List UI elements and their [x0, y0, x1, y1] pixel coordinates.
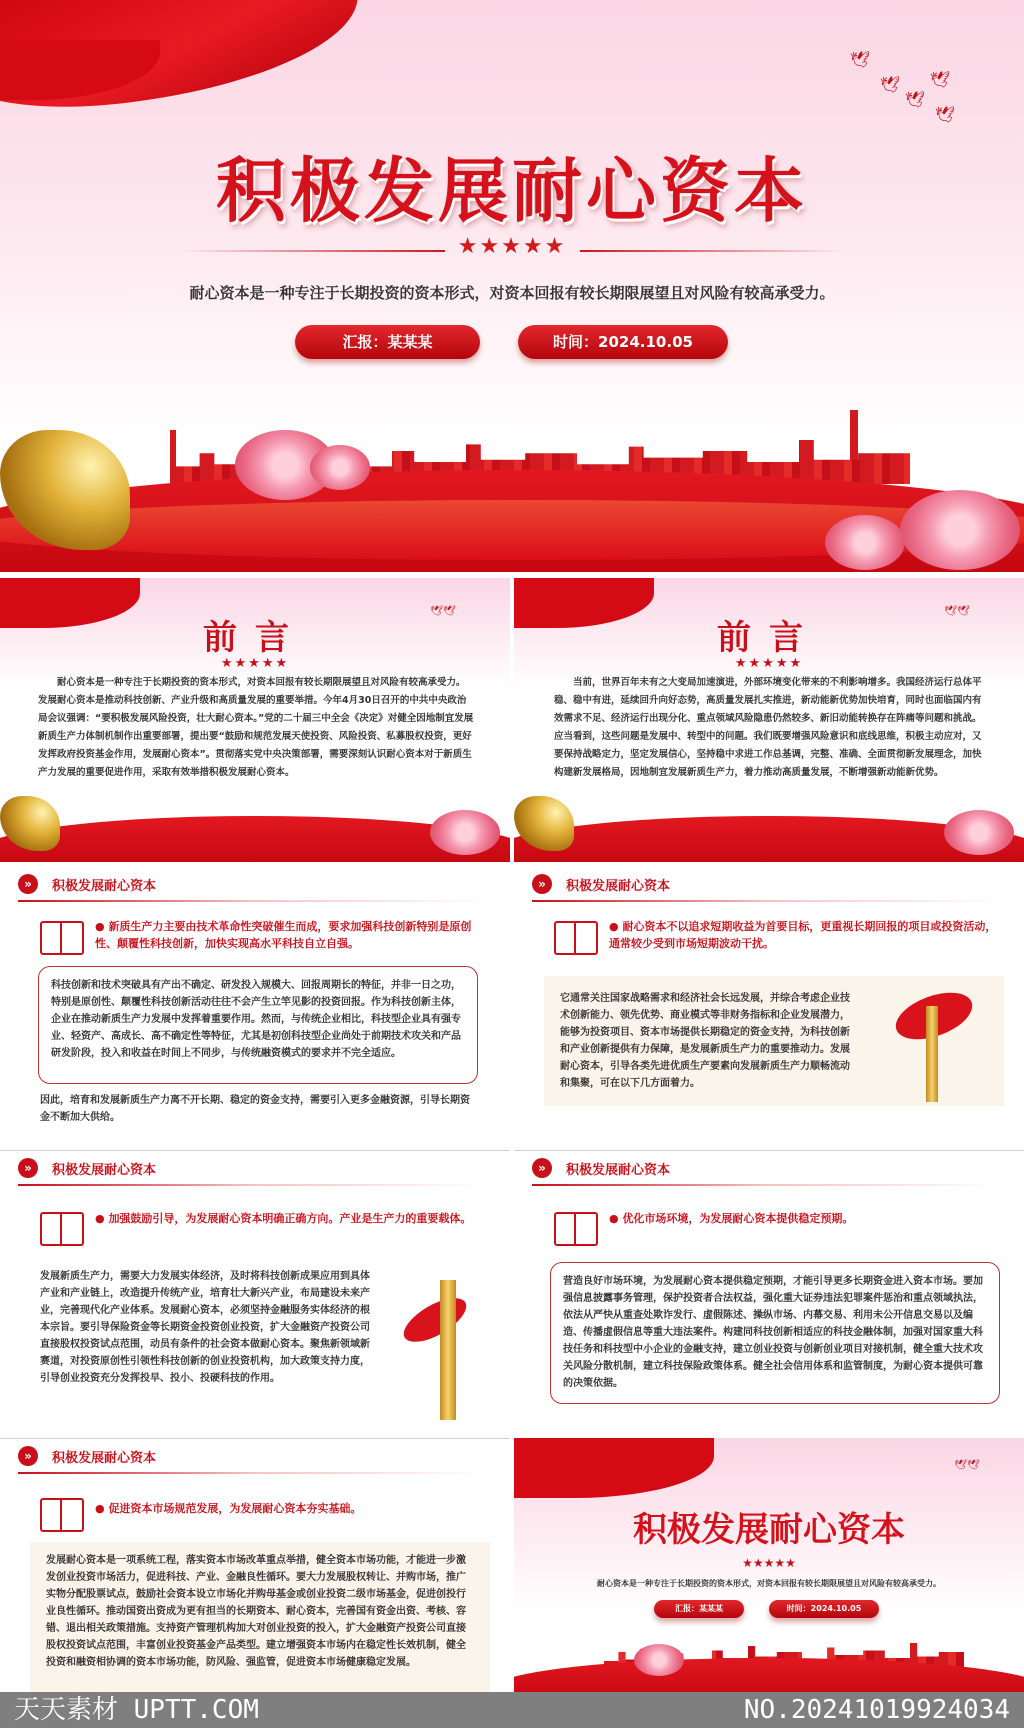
key-point-text: 促进资本市场规范发展，为发展耐心资本夯实基础。: [108, 1502, 362, 1515]
watermark-site: 天天素材 UPTT.COM: [14, 1695, 259, 1725]
open-book-icon: [554, 921, 598, 955]
section-heading: 积极发展耐心资本: [52, 1451, 157, 1466]
key-point: [95, 918, 480, 952]
open-book-icon: [40, 921, 84, 955]
section-underline: [18, 900, 488, 902]
content-slide-7: [0, 1438, 510, 1692]
bullet-dot: ●: [95, 1212, 109, 1225]
content-slide-5: [0, 1150, 510, 1435]
chevron-icon: »: [18, 1158, 38, 1178]
section-heading: 积极发展耐心资本: [566, 1163, 671, 1178]
watermark-number: NO.20241019924034: [743, 1695, 1010, 1725]
peony-flower: [634, 1644, 684, 1676]
reporter-badge: 汇报：某某某: [654, 1600, 744, 1618]
huabiao-pillar: [926, 1006, 938, 1102]
slide-divider: [0, 1438, 510, 1439]
peony-flower: [900, 490, 1020, 570]
slide-divider: [514, 1150, 1024, 1151]
content-text: 它通常关注国家战略需求和经济社会长远发展，并综合考虑企业技术创新能力、领先优势、商业模式等非财务指标和企业发展潜力，能够为投资项目、资本市场提供长期稳定的资金支持，为科技创新和产业创新提供有力保障，是发展新质生产力的重要推动力。发展耐心资本，引导各类先进优质生产要素向发展新质生产力顺畅流动和集聚，可在以下几方面着力。: [560, 993, 850, 1089]
bullet-dot: ●: [95, 1502, 109, 1515]
birds-icon: 🕊🕊: [430, 606, 456, 617]
huabiao-pillar: [440, 1280, 456, 1420]
section-heading: 积极发展耐心资本: [566, 879, 671, 894]
star-row: ★★★★★: [457, 234, 567, 259]
title-divider-right: [580, 250, 845, 252]
star-row: ★★★★★: [742, 1556, 796, 1570]
birds-icon: 🕊: [930, 70, 951, 89]
content-slide-3: [0, 866, 510, 1151]
key-point-text: 优化市场环境，为发展耐心资本提供稳定预期。: [622, 1212, 854, 1225]
birds-icon: 🕊: [905, 90, 926, 109]
peony-flower: [825, 515, 905, 570]
key-point: [609, 1210, 994, 1227]
date-badge: 时间：2024.10.05: [769, 1600, 879, 1618]
chevron-icon: »: [532, 874, 552, 894]
star-row: ★★★★★: [220, 656, 290, 671]
birds-icon: 🕊: [880, 75, 901, 94]
key-point: [95, 1210, 480, 1227]
red-flag-decoration: [514, 1438, 714, 1498]
section-underline: [18, 1184, 488, 1186]
preface-slide-right: [514, 578, 1024, 862]
closing-subtitle: 耐心资本是一种专注于长期投资的资本形式，对资本回报有较长期限展望且对风险有较高承受力。: [597, 1579, 941, 1588]
closing-title: 积极发展耐心资本: [633, 1510, 905, 1550]
section-underline: [532, 900, 1002, 902]
bullet-dot: ●: [95, 920, 109, 933]
preface-slide-left: [0, 578, 510, 862]
open-book-icon: [40, 1498, 84, 1532]
key-point-text: 加强鼓励引导，为发展耐心资本明确正确方向。产业是生产力的重要载体。: [108, 1212, 472, 1225]
open-book-icon: [554, 1212, 598, 1246]
bullet-dot: ●: [609, 1212, 623, 1225]
section-heading: 积极发展耐心资本: [52, 1163, 157, 1178]
title-divider-left: [180, 250, 445, 252]
slide-divider: [0, 1150, 510, 1151]
open-book-icon: [40, 1212, 84, 1246]
key-point: [95, 1500, 480, 1517]
date-badge: 时间：2024.10.05: [518, 325, 728, 359]
preface-title: 前言: [203, 618, 307, 658]
cover-slide: [0, 0, 1024, 572]
key-point-text: 耐心资本不以追求短期收益为首要目标，更重视长期回报的项目或投资活动，通常较少受到市场短期波动干扰。: [609, 920, 997, 950]
peony-flower: [430, 810, 500, 855]
birds-icon: 🕊: [935, 105, 956, 124]
chevron-icon: »: [532, 1158, 552, 1178]
peony-flower: [944, 810, 1014, 855]
star-row: ★★★★★: [734, 656, 804, 671]
section-underline: [532, 1184, 1002, 1186]
conclusion-text: 因此，培育和发展新质生产力离不开长期、稳定的资金支持，需要引入更多金融资源，引导长期资金不断加大供给。: [40, 1095, 470, 1123]
cover-subtitle: 耐心资本是一种专注于长期投资的资本形式，对资本回报有较长期限展望且对风险有较高承受力。: [189, 284, 835, 302]
reporter-badge: 汇报：某某某: [295, 325, 480, 359]
preface-body: 当前，世界百年未有之大变局加速演进，外部环境变化带来的不利影响增多。我国经济运行总体平稳、稳中有进，延续回升向好态势，高质量发展扎实推进，新动能新优势加快培育，同时也面临国内有效需求不足、经济运行出现分化、重点领域风险隐患仍然较多、新旧动能转换存在阵痛等问题和挑战。应当看到，这些问题是发展中、转型中的问题。我们既要增强风险意识和底线思维，积极主动应对，又要保持战略定力，坚定发展信心，坚持稳中求进工作总基调，完整、准确、全面贯彻新发展理念，加快构建新发展格局，因地制宜发展新质生产力，着力推动高质量发展，不断增强新动能新优势。: [554, 677, 982, 778]
cover-title: 积极发展耐心资本: [216, 150, 808, 232]
red-sash: [397, 1290, 473, 1351]
preface-body: 耐心资本是一种专注于长期投资的资本形式，对资本回报有较长期限展望且对风险有较高承受力。发展耐心资本是推动科技创新、产业升级和高质量发展的重要举措。今年4月30日召开的中共中央政治局会议强调：“要积极发展风险投资，壮大耐心资本。”党的二十届三中全会《决定》对健全因地制宜发展新质生产力体制机制作出重要部署，提出要“鼓励和规范发展天使投资、风险投资、私募股权投资，更好发挥政府投资基金作用，发展耐心资本”。贯彻落实党中央决策部署，需要深刻认识耐心资本对于新质生产力发展的重要促进作用，采取有效举措积极发展耐心资本。: [38, 677, 474, 778]
peony-flower: [310, 445, 370, 490]
watermark-bar: [0, 1692, 1024, 1728]
content-slide-6: [514, 1150, 1024, 1435]
bullet-dot: ●: [609, 920, 623, 933]
birds-icon: 🕊: [850, 50, 871, 69]
birds-icon: 🕊🕊: [944, 606, 970, 617]
birds-icon: 🕊🕊: [954, 1460, 980, 1471]
section-heading: 积极发展耐心资本: [52, 879, 157, 894]
key-point-text: 新质生产力主要由技术革命性突破催生而成，要求加强科技创新特别是原创性、颠覆性科技创新，加快实现高水平科技自立自强。: [95, 920, 472, 950]
content-slide-4: [514, 866, 1024, 1151]
content-text: 发展耐心资本是一项系统工程，落实资本市场改革重点举措，健全资本市场功能，才能进一步激发创业投资市场活力，促进科技、产业、金融良性循环。要大力发展股权转让、并购市场，推广实物分配股票试点，鼓励社会资本设立市场化并购母基金或创业投资二级市场基金，促进创投行业良性循环。推动国资出资成为更有担当的长期资本、耐心资本，完善国有资金出资、考核、容错、退出相关政策措施。支持资产管理机构加大对创业投资的投入，扩大金融资产投资公司直接股权投资试点范围，丰富创业投资基金产品类型。建立增强资本市场内在稳定性长效机制，健全投资和融资相协调的资本市场功能，防风险、强监管，促进资本市场健康稳定发展。: [46, 1555, 466, 1668]
closing-slide: [514, 1438, 1024, 1692]
chevron-icon: »: [18, 874, 38, 894]
content-box: 科技创新和技术突破具有产出不确定、研发投入规模大、回报周期长的特征，并非一日之功，特别是原创性、颠覆性科技创新活动往往不会产生立竿见影的投资回报。作为科技创新主体，企业在推动新质生产力发展中发挥着重要作用。然而，与传统企业相比，科技型企业具有强专业、轻资产、高成长、高不确定性等特征，尤其是初创科技型企业尚处于前期技术攻关和产品研发阶段，投入和收益在时间上不同步，与传统融资模式的要求并不完全适应。: [38, 966, 478, 1084]
preface-title: 前言: [717, 618, 821, 658]
key-point: [609, 918, 999, 952]
section-underline: [18, 1472, 488, 1474]
content-text: 发展新质生产力，需要大力发展实体经济，及时将科技创新成果应用到具体产业和产业链上，改造提升传统产业，培育壮大新兴产业，布局建设未来产业，完善现代化产业体系。发展耐心资本，必须坚持金融服务实体经济的根本宗旨。要引导保险资金等长期资金投资创业投资，扩大金融资产投资公司直接股权投资试点范围，动员有条件的社会资本做耐心资本。聚焦新领域新赛道，对投资原创性引领性科技创新的创业投资机构，加大政策支持力度，引导创业投资充分发挥投早、投小、投硬科技的作用。: [40, 1271, 370, 1384]
content-box: 营造良好市场环境，为发展耐心资本提供稳定预期，才能引导更多长期资金进入资本市场。要加强信息披露事务管理，保护投资者合法权益，强化重大证券违法犯罪案件惩治和重点领域执法，依法从严快从重查处欺诈发行、虚假陈述、操纵市场、内幕交易、利用未公开信息交易以及编造、传播虚假信息等重大违法案件。构建同科技创新相适应的科技金融体制，加强对国家重大科技任务和科技型中小企业的金融支持，建立创业投资与创新创业项目对接机制，健全重大技术攻关风险分散机制，建立科技保险政策体系。健全社会信用体系和监管制度，为耐心资本提供可靠的决策依据。: [550, 1262, 1000, 1404]
chevron-icon: »: [18, 1446, 38, 1466]
